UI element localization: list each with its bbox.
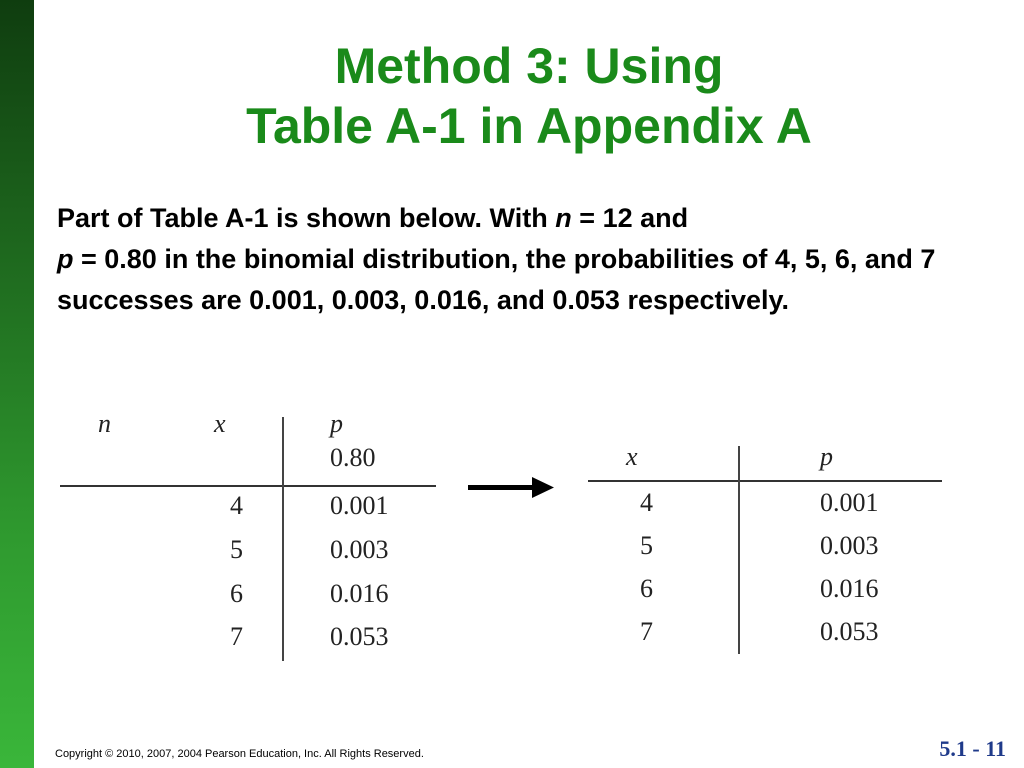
header-n: n <box>98 409 111 438</box>
header-p: p <box>330 409 343 438</box>
row-p: 0.001 <box>820 488 879 517</box>
title-line-1: Method 3: Using <box>334 38 724 94</box>
row-x: 7 <box>230 622 243 651</box>
row-p: 0.016 <box>820 574 879 603</box>
column-divider <box>282 417 284 661</box>
row-p: 0.053 <box>330 622 389 651</box>
green-sidebar <box>0 0 34 768</box>
header-x: x <box>626 442 638 471</box>
var-p: p <box>57 244 74 274</box>
row-x: 4 <box>640 488 653 517</box>
body-text-3: = 0.80 in the binomial distribution, the probabilities of 4, 5, 6, and 7 successes are 0.001, 0.003, 0.016, and 0.053 respectively. <box>57 244 936 315</box>
header-p: p <box>820 442 833 471</box>
slide-title <box>34 36 1024 156</box>
row-x: 6 <box>230 579 243 608</box>
column-divider <box>738 446 740 654</box>
body-paragraph <box>57 198 1007 321</box>
slide-number: 5.1 - 11 <box>939 736 1006 761</box>
table-a1-excerpt <box>60 405 440 665</box>
row-p: 0.053 <box>820 617 879 646</box>
row-x: 6 <box>640 574 653 603</box>
row-x: 4 <box>230 491 243 520</box>
copyright-footer: Copyright © 2010, 2007, 2004 Pearson Education, Inc. All Rights Reserved. <box>55 748 424 760</box>
row-p: 0.001 <box>330 491 389 520</box>
body-text-1: Part of Table A-1 is shown below. With <box>57 203 556 233</box>
row-x: 5 <box>640 531 653 560</box>
var-n: n <box>555 203 572 233</box>
row-x: 7 <box>640 617 653 646</box>
header-p-value: 0.80 <box>330 443 376 472</box>
title-line-2: Table A-1 in Appendix A <box>246 98 812 154</box>
header-rule <box>588 480 942 482</box>
header-x: x <box>214 409 226 438</box>
right-arrow-icon <box>468 477 554 499</box>
body-text-2: = 12 and <box>571 203 689 233</box>
row-p: 0.003 <box>820 531 879 560</box>
row-x: 5 <box>230 535 243 564</box>
row-p: 0.016 <box>330 579 389 608</box>
row-p: 0.003 <box>330 535 389 564</box>
header-rule <box>60 485 436 487</box>
probability-table <box>588 440 948 660</box>
